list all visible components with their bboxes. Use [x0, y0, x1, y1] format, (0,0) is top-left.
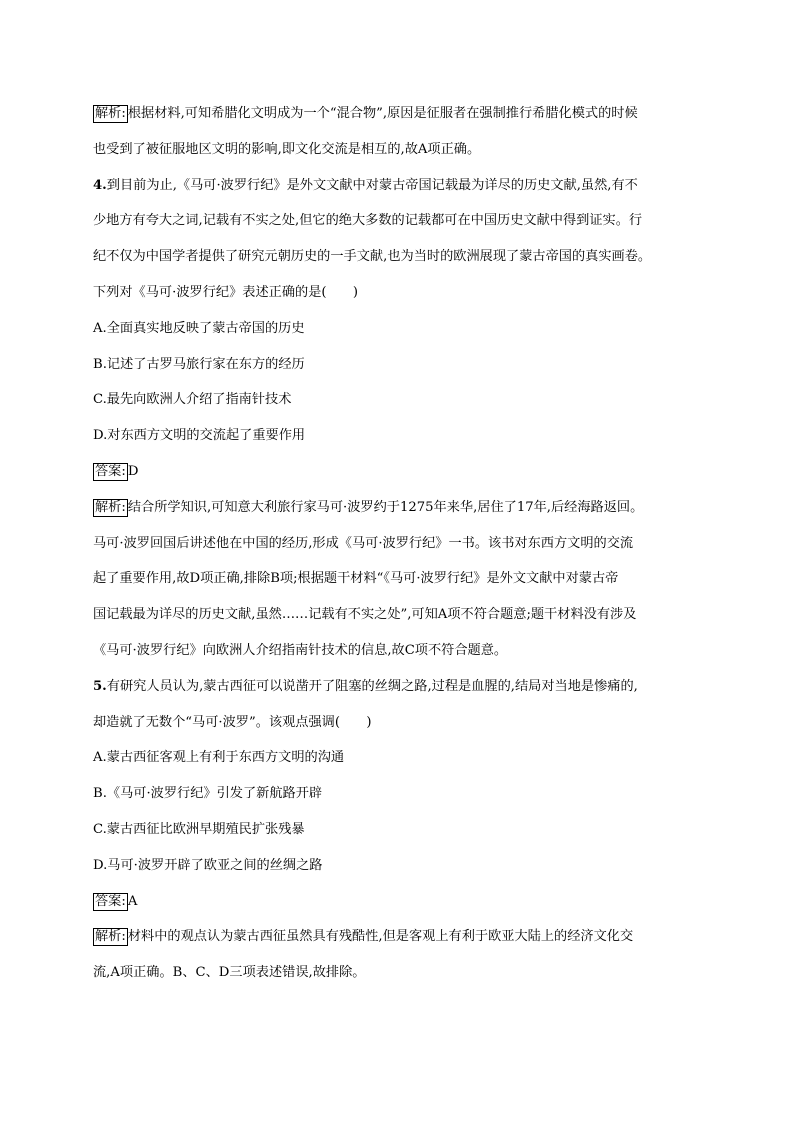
q4-option-a: A.全面真实地反映了蒙古帝国的历史 — [93, 320, 305, 336]
q5-option-c: C.蒙古西征比欧洲早期殖民扩张残暴 — [93, 821, 305, 837]
q5-option-d: D.马可·波罗开辟了欧亚之间的丝绸之路 — [93, 857, 323, 873]
q5-stem-text-1: 有研究人员认为,蒙古西征可以说凿开了阻塞的丝绸之路,过程是血腥的,结局对当地是惨痛的, — [106, 678, 638, 694]
q3-analysis-text-1: 根据材料,可知希腊化文明成为一个“混合物”,原因是征服者在强制推行希腊化模式的时候 — [127, 106, 638, 121]
q4-stem-line-3: 纪不仅为中国学者提供了研究元朝历史的一手文献,也为当时的欧洲展现了蒙古帝国的真实画卷。 — [93, 249, 652, 265]
q4-stem-line-1 — [93, 168, 713, 204]
question-number: 5. — [93, 678, 107, 694]
q5-option-a: A.蒙古西征客观上有利于东西方文明的沟通 — [93, 750, 345, 766]
document-page — [93, 96, 713, 991]
q5-stem-line-1 — [93, 669, 713, 705]
question-number: 4. — [93, 177, 107, 193]
q5-analysis-line-1 — [93, 919, 713, 955]
q5-stem-line-2: 却造就了无数个“马可·波罗”。该观点强调( ) — [93, 714, 372, 730]
answer-tag: 答案: — [95, 463, 126, 479]
q4-analysis-text-1: 结合所学知识,可知意大利旅行家马可·波罗约于1275年来华,居住了17年,后经海路返回。 — [127, 499, 644, 515]
q3-analysis-line-1 — [93, 96, 713, 132]
q4-answer-value: D — [127, 463, 139, 479]
q4-analysis-line-2: 马可·波罗回国后讲述他在中国的经历,形成《马可·波罗行纪》一书。该书对东西方文明的交流 — [93, 535, 634, 551]
q4-analysis-line-1 — [93, 490, 713, 526]
q4-option-c: C.最先向欧洲人介绍了指南针技术 — [93, 392, 292, 408]
q3-analysis-line-2: 也受到了被征服地区文明的影响,即文化交流是相互的,故A项正确。 — [93, 141, 481, 157]
q4-answer-line — [93, 454, 713, 490]
analysis-tag: 解析: — [95, 106, 126, 121]
q5-analysis-text-1: 材料中的观点认为蒙古西征虽然具有残酷性,但是客观上有利于欧亚大陆上的经济文化交 — [127, 929, 634, 945]
answer-tag: 答案: — [95, 893, 126, 909]
q4-stem-text-1: 到目前为止,《马可·波罗行纪》是外文文献中对蒙古帝国记载最为详尽的历史文献,虽然,有不 — [106, 177, 638, 193]
q4-stem-line-4: 下列对《马可·波罗行纪》表述正确的是( ) — [93, 284, 359, 300]
q5-option-b: B.《马可·波罗行纪》引发了新航路开辟 — [93, 786, 323, 802]
q4-option-d: D.对东西方文明的交流起了重要作用 — [93, 428, 306, 444]
analysis-tag: 解析: — [95, 929, 126, 945]
q5-analysis-line-2: 流,A项正确。B、C、D三项表述错误,故排除。 — [93, 965, 366, 981]
analysis-tag: 解析: — [95, 499, 126, 515]
q4-option-b: B.记述了古罗马旅行家在东方的经历 — [93, 356, 305, 372]
q4-stem-line-2: 少地方有夸大之词,记载有不实之处,但它的绝大多数的记载都可在中国历史文献中得到证实。行 — [93, 213, 643, 229]
q5-answer-value: A — [127, 893, 138, 909]
q4-analysis-line-4: 国记载最为详尽的历史文献,虽然……记载有不实之处”,可知A项不符合题意;题干材料没有涉及 — [93, 607, 637, 623]
q5-answer-line — [93, 884, 713, 920]
q4-analysis-line-5: 《马可·波罗行纪》向欧洲人介绍指南针技术的信息,故C项不符合题意。 — [93, 642, 508, 658]
q4-analysis-line-3: 起了重要作用,故D项正确,排除B项;根据题干材料“《马可·波罗行纪》是外文文献中对蒙古帝 — [93, 571, 619, 587]
